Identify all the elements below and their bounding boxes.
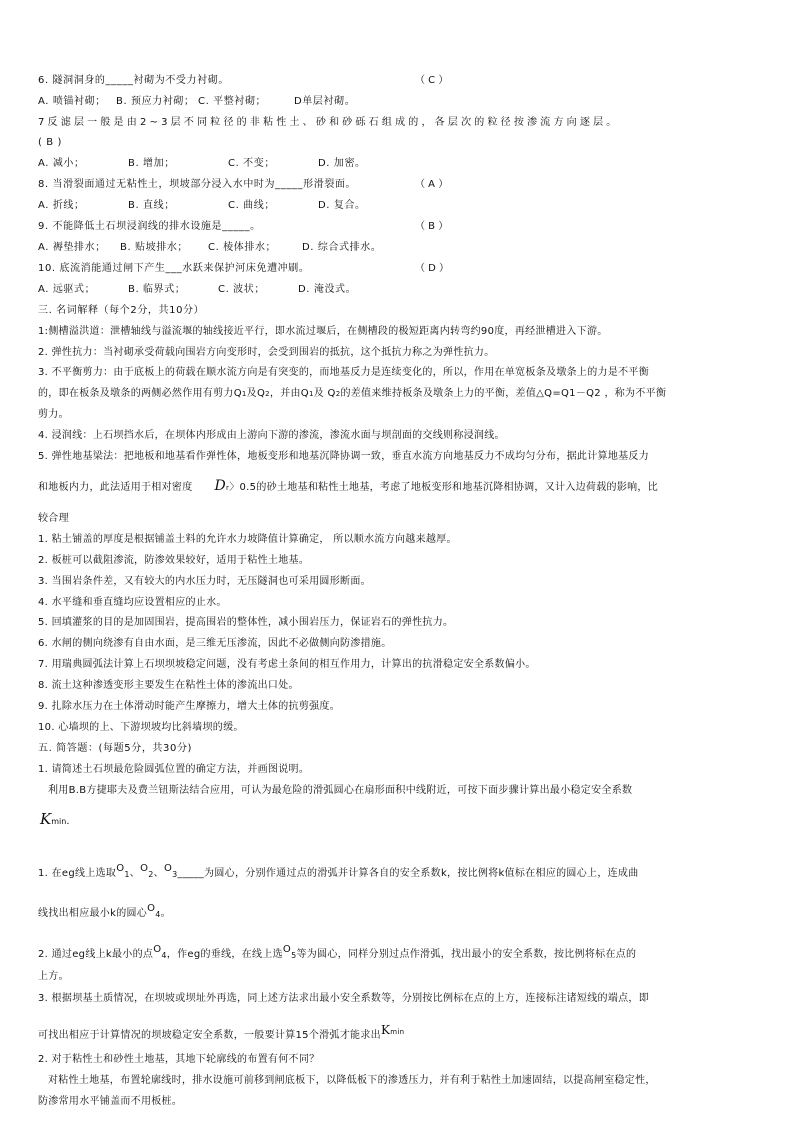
circle-o: O: [116, 863, 125, 874]
question-10: [38, 262, 760, 275]
definition-3-line-2: [38, 387, 760, 401]
circle-index: 2: [148, 870, 154, 879]
text-fragment: 〉0.5的砂土地基和粘性土地基，考虑了地板变形和地基沉降相协调，又计入边荷载的影响，比: [229, 482, 659, 493]
text-fragment: ，作eg的垂线，在线上选: [166, 949, 283, 960]
statement-7: 7. 用瑞典圆弧法计算上石坝坝坡稳定问题，没有考虑土条间的相互作用力，计算出的抗滑稳定安全系数偏小。: [38, 659, 536, 670]
circle-index: 5: [291, 951, 297, 960]
definition-4: 4. 浸润线：上石坝挡水后，在坝体内形成由上游向下游的渗流，渗流水面与坝剖面的交线则称浸润线。: [38, 430, 505, 441]
circle-o: O: [140, 863, 149, 874]
option-a: A. 褥垫排水；: [38, 242, 106, 253]
option-d: D. 复合。: [318, 200, 366, 211]
definition-3-line-1: 3. 不平衡剪力：由于底板上的荷载在顺水流方向是有突变的，而地基反力是连续变化的，所以，作用在单宽板条及墩条上的力是不平衡: [38, 367, 650, 378]
option-b: B. 直线；: [128, 200, 175, 211]
step-3-line-1: 3. 根据坝基土质情况，在坝坡或坝址外再选，同上述方法求出最小安全系数等，分别按比例标在点的上方，连接标注诸短线的端点，即: [38, 993, 650, 1004]
statement-1: 1. 粘土铺盖的厚度是根据铺盖土料的允许水力坡降值计算确定， 所以顺水流方向越来越厚。: [38, 534, 457, 545]
statement-2: 2. 板桩可以截阻渗流，防渗效果较好，适用于粘性土地基。: [38, 555, 310, 566]
circle-o: O: [282, 944, 292, 955]
statement-5: 5. 回填灌浆的目的是加固围岩，提高围岩的整体性，减小围岩压力，保证岩石的弹性抗力。: [38, 617, 454, 628]
definition-3-line-3: 剪力。: [38, 409, 69, 420]
statement-6: 6. 水闸的侧向绕渗有自由水面，是三维无压渗流，因此不必做侧向防渗措施。: [38, 638, 392, 649]
option-d: D单层衬砌。: [294, 96, 356, 107]
text-fragment: ，并由Q: [269, 388, 309, 399]
text-fragment: 的，即在板条及墩条的两侧必然作用有剪力Q: [38, 388, 242, 399]
option-d: D. 淹没式。: [298, 284, 357, 295]
period: 。: [160, 908, 171, 919]
circle-o: O: [153, 944, 162, 955]
separator: 、: [153, 868, 164, 879]
question-answer-2: 2. 对于粘性土和砂性土地基，其地下轮廓线的布置有何不同？: [38, 1054, 320, 1065]
relative-density-symbol: D: [214, 478, 227, 494]
circle-o: O: [163, 863, 173, 874]
step-1-line-1: [38, 862, 760, 881]
option-d: D. 综合式排水。: [302, 242, 382, 253]
min-subscript: min: [390, 1028, 405, 1036]
option-b: B. 贴坡排水；: [120, 242, 189, 253]
options-8: [38, 199, 760, 212]
question-10-text: 10. 底流消能通过闸下产生___水跃来保护河床免遭冲刷。: [38, 263, 310, 274]
option-a: A. 减小；: [38, 158, 85, 169]
text-fragment: 及Q: [246, 388, 266, 399]
subscript: 2: [335, 390, 341, 398]
circle-index: 3: [172, 870, 178, 879]
k-symbol: K: [380, 1023, 391, 1037]
statement-4: 4. 水平缝和垂直缝均应设置相应的止水。: [38, 597, 227, 608]
options-10: [38, 283, 760, 296]
text-fragment: _____为圆心，分别作通过点的滑弧并计算各自的安全系数k，按比例将k值标在相应的圆心上，连成曲: [177, 868, 639, 879]
definition-1: 1:侧槽溢洪道：泄槽轴线与溢流堰的轴线接近平行，即水流过堰后，在侧槽段的极短距离内转弯约90度，再经泄槽进入下游。: [38, 326, 608, 337]
step-3-line-2: [38, 1024, 760, 1042]
option-d: D. 加密。: [318, 158, 366, 169]
question-answer-1: 1. 请简述土石坝最危险圆弧位置的确定方法，并画图说明。: [38, 764, 310, 775]
statement-3: 3. 当围岩条件差，又有较大的内水压力时，无压隧洞也可采用圆形断面。: [38, 576, 371, 587]
question-7: 7反滤层一般是由2~3层不同粒径的非粘性土、砂和砂砾石组成的，各层次的粒径按渗流方向逐层。: [38, 117, 620, 128]
question-9: [38, 220, 760, 233]
section-3-heading: 三. 名词解释（每个2分，共10分）: [38, 305, 205, 316]
section-5-heading: 五. 简答题：(每题5分，共30分): [38, 743, 193, 754]
circle-index: 1: [124, 870, 130, 879]
option-c: C. 平整衬砌；: [198, 96, 267, 107]
option-b: B. 临界式；: [128, 284, 186, 295]
circle-index: 4: [155, 910, 161, 919]
step-2-line-1: [38, 943, 760, 962]
question-8-text: 8. 当滑裂面通过无粘性土，坝坡部分浸入水中时为_____形滑裂面。: [38, 179, 357, 190]
options-9: [38, 241, 760, 254]
definition-2: 2. 弹性抗力：当衬砌承受荷载向围岩方向变形时，会受到围岩的抵抗，这个抵抗力称之为弹性抗力。: [38, 347, 495, 358]
circle-index: 4: [161, 951, 167, 960]
definition-5-line-2: [38, 480, 760, 495]
answer-10: （ D ）: [415, 263, 450, 274]
statement-9: 9. 扎除水压力在土体滑动时能产生摩擦力，增大土体的抗剪强度。: [38, 701, 341, 712]
text-fragment: 线找出相应最小k的圆心: [38, 908, 148, 919]
circle-o: O: [147, 903, 156, 914]
option-a: A. 折线；: [38, 200, 85, 211]
answer-9: （ B ）: [415, 221, 449, 232]
k-symbol: K: [40, 810, 52, 828]
min-subscript: min: [51, 817, 67, 826]
text-fragment: 的差值来维持板条及墩条上力的平衡，差值△Q=Q1－Q2 ，称为不平衡: [340, 388, 667, 399]
period: .: [66, 816, 70, 827]
subscript: 1: [308, 390, 314, 398]
step-1-line-2: [38, 902, 760, 921]
option-a: A. 喷锚衬砌；: [38, 96, 106, 107]
option-c: C. 曲线；: [228, 200, 275, 211]
text-fragment: 和地板内力，此法适用于相对密度: [38, 482, 193, 493]
definition-5-line-3: 较合理: [38, 513, 69, 524]
step-2-line-2: 上方。: [38, 971, 69, 982]
kmin-symbol: [40, 810, 70, 828]
statement-8: 8. 流土这种渗透变形主要发生在粘性土体的渗流出口处。: [38, 680, 299, 691]
options-7: [38, 157, 760, 170]
answer-8: （ A ）: [415, 179, 449, 190]
question-answer-1-body: 利用B.B方捷耶夫及费兰钮斯法结合应用，可认为最危险的滑弧圆心在扇形面积中线附近，可按下面步骤计算出最小稳定安全系数: [48, 785, 633, 796]
definition-5-line-1: 5. 弹性地基梁法：把地板和地基看作弹性体，地板变形和地基沉降协调一致，垂直水流方向地基反力不成均匀分布，据此计算地基反力: [38, 451, 650, 462]
text-fragment: 2. 通过eg线上k最小的点: [38, 949, 154, 960]
statement-10: 10. 心墙坝的上、下游坝坡均比斜墙坝的缓。: [38, 722, 244, 733]
option-b: B. 增加；: [128, 158, 175, 169]
question-answer-2-body-2: 防渗常用水平铺盖而不用板桩。: [38, 1096, 183, 1107]
option-b: B. 预应力衬砌；: [116, 96, 195, 107]
question-9-text: 9. 不能降低土石坝浸润线的排水设施是_____。: [38, 221, 261, 232]
separator: 、: [129, 868, 141, 879]
subscript: 2: [265, 390, 270, 398]
text-fragment: 1. 在eg线上选取: [38, 868, 117, 879]
answer-6: （ C ）: [415, 75, 449, 86]
question-6: [38, 74, 760, 87]
text-fragment: 可找出相应于计算情况的坝坡稳定安全系数，一般要计算15个滑弧才能求出: [38, 1030, 381, 1041]
option-c: C. 不变；: [228, 158, 275, 169]
options-6: [38, 95, 760, 108]
text-fragment: 及 Q: [313, 388, 336, 399]
option-c: C. 波状；: [218, 284, 265, 295]
answer-7: ( B ): [38, 137, 63, 148]
question-6-text: 6. 隧洞洞身的_____衬砌为不受力衬砌。: [38, 75, 229, 86]
option-c: C. 棱体排水；: [208, 242, 277, 253]
question-8: [38, 178, 760, 191]
subscript: r: [226, 484, 230, 492]
question-answer-2-body-1: 对粘性土地基，布置轮廓线时，排水设施可前移到闸底板下，以降低板下的渗透压力，并有利于粘性土加速固结，以提高闸室稳定性，: [48, 1075, 656, 1086]
option-a: A. 远驱式；: [38, 284, 96, 295]
text-fragment: 等为圆心，同样分别过点作滑弧，找出最小的安全系数，按比例将标在点的: [296, 949, 637, 960]
subscript: 1: [241, 390, 247, 398]
